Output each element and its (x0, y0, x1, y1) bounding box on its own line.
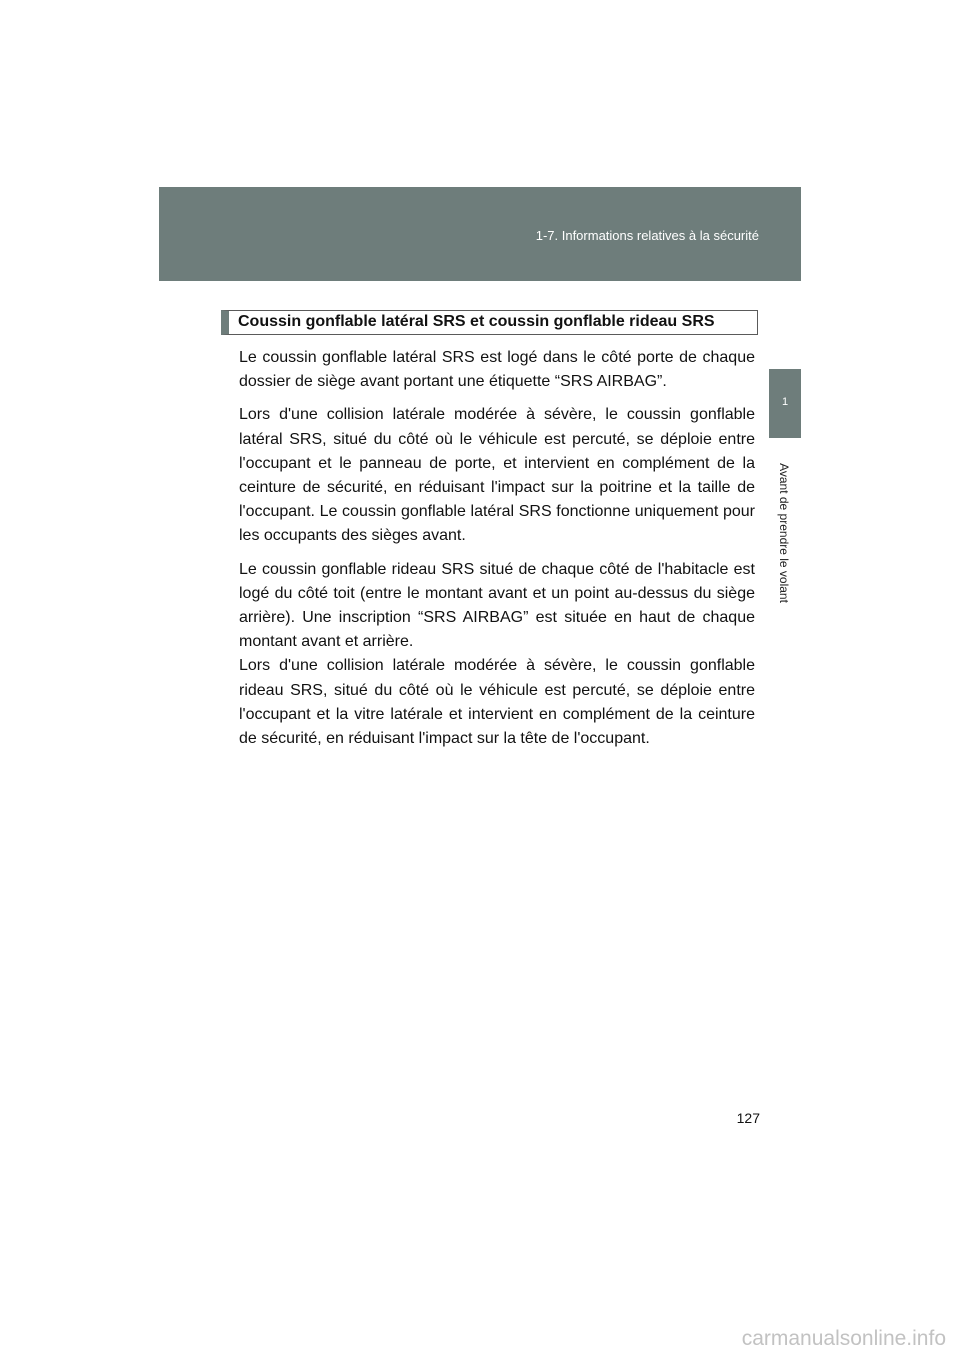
paragraph: Le coussin gonflable rideau SRS situé de chaque côté de l'habitacle est logé du côté toit (entre le montant avant et un point au-dessus du siège arrière). Une inscription “SRS AIRBAG” est située en haut de chaque montant avant et arrière. (239, 560, 755, 651)
watermark: carmanualsonline.info (741, 1327, 946, 1350)
body-text (239, 346, 755, 760)
paragraph: Lors d'une collision latérale modérée à sévère, le coussin gonflable latéral SRS, situé du côté où le véhicule est percuté, se déploie entre l'occupant et le panneau de porte, et intervient en complément de la ceinture de sécurité, en réduisant l'impact sur la poitrine et la taille de l'occupant. Le coussin gonflable latéral SRS fonctionne uniquement pour les occupants des sièges avant. (239, 406, 755, 545)
section-heading: Coussin gonflable latéral SRS et coussin gonflable rideau SRS (221, 310, 758, 335)
section-title: 1-7. Informations relatives à la sécurité (535, 228, 759, 243)
chapter-title: Avant de prendre le volant (777, 463, 791, 603)
page-number: 127 (736, 1110, 760, 1126)
header-band (159, 187, 801, 281)
paragraph: Le coussin gonflable latéral SRS est logé dans le côté porte de chaque dossier de siège avant portant une étiquette “SRS AIRBAG”. (239, 349, 755, 391)
chapter-number: 1 (781, 396, 789, 408)
paragraph: Lors d'une collision latérale modérée à sévère, le coussin gonflable rideau SRS, situé du côté où le véhicule est percuté, se déploie entre l'occupant et la vitre latérale et intervient en complément de la ceinture de sécurité, en réduisant l'impact sur la tête de l'occupant. (239, 657, 755, 748)
chapter-tab (769, 369, 801, 438)
